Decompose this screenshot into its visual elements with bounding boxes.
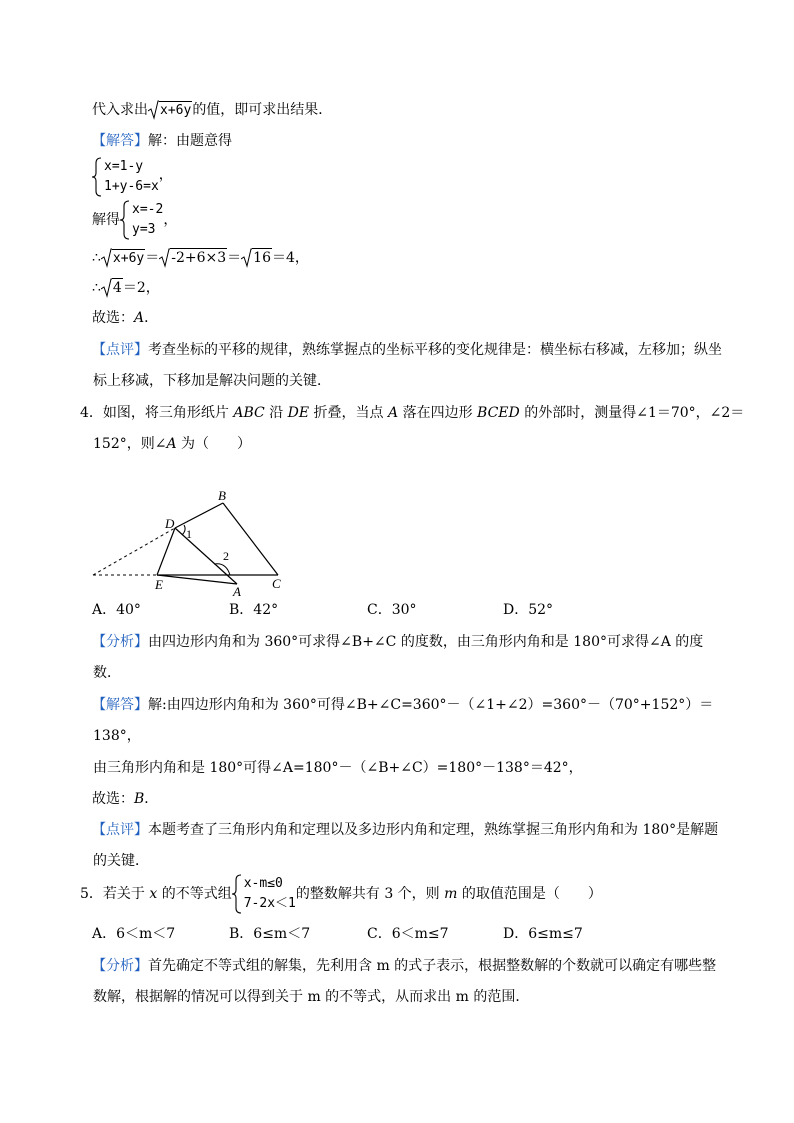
text: 折叠，当点 <box>309 405 389 421</box>
radical-sign-icon <box>101 248 112 268</box>
math-var: ABC <box>233 405 265 421</box>
q4-comment-line-2 <box>93 851 149 871</box>
text: 数解，根据解的情况可以得到关于 m 的不等式，从而求出 m 的范围． <box>93 989 530 1005</box>
q4-solution-line-1 <box>92 695 713 715</box>
label-2: 2 <box>223 549 229 563</box>
text: ＝2， <box>122 280 160 296</box>
q5-option-c[interactable]: C．6＜m≤7 <box>367 926 449 942</box>
text: ． <box>144 310 159 326</box>
q3-therefore-line-1 <box>92 248 309 268</box>
solution-tag: 【解答】 <box>92 133 148 149</box>
text: 的值，即可求出结果． <box>192 102 333 118</box>
q5-option-d[interactable]: D．6≤m≤7 <box>503 926 583 942</box>
equation-system <box>92 157 159 197</box>
text: ＝ <box>227 250 242 266</box>
segment-de <box>157 528 175 575</box>
q3-choice-line <box>92 308 158 328</box>
folded-triangle-figure <box>85 480 315 600</box>
question-number: 4． <box>80 405 103 421</box>
segment-bc <box>223 503 278 575</box>
text: 的外部时，测量得∠1＝70°，∠2＝ <box>519 405 745 421</box>
text: 为（ ） <box>176 436 252 452</box>
text: 解得 <box>92 212 120 228</box>
q3-therefore-line-2 <box>92 278 160 298</box>
text: 标上移减，下移加是解决问题的关键． <box>93 373 331 389</box>
radical-sign-icon <box>101 278 112 298</box>
radicand: 16 <box>253 250 271 266</box>
radical-sign-icon <box>148 100 159 120</box>
text: ＝ <box>145 250 160 266</box>
math-var: DE <box>287 405 310 421</box>
radicand: x+6y <box>160 103 192 118</box>
text: 的不等式组 <box>157 886 232 902</box>
text: 解：由题意得 <box>148 133 232 149</box>
text: 本题考查了三角形内角和定理以及多边形内角和定理，熟练掌握三角形内角和为 180°是解题 <box>148 822 719 838</box>
text: 的取值范围是（ ） <box>457 886 602 902</box>
q5-analysis-line-1 <box>92 956 716 976</box>
label-e: E <box>155 577 163 592</box>
q4-solution-line-2 <box>93 726 141 746</box>
text: 152°，则∠ <box>93 436 167 452</box>
radical-sign-icon <box>159 248 170 268</box>
q5-option-b[interactable]: B．6≤m＜7 <box>229 926 311 942</box>
brace-icon <box>232 874 242 914</box>
text: 由四边形内角和为 360°可求得∠B+∠C 的度数，由三角形内角和是 180°可求得∠A 的度 <box>148 634 704 650</box>
system-row: x=1-y <box>104 159 144 174</box>
q4-stem-line-1 <box>80 403 744 423</box>
text: 落在四边形 <box>398 405 478 421</box>
inequality-system <box>232 874 296 914</box>
sqrt-expression <box>101 248 145 268</box>
q3-comment-line-2 <box>93 371 331 391</box>
solution-system <box>120 200 163 240</box>
radicand: x+6y <box>112 251 145 266</box>
text: ， <box>158 167 173 183</box>
math-var: x <box>149 886 158 902</box>
math-var: BCED <box>477 405 520 421</box>
answer-letter: A <box>134 310 145 326</box>
text: 沿 <box>264 405 288 421</box>
math-var: A <box>166 436 177 452</box>
text: 138°， <box>93 728 141 744</box>
q3-solution-line <box>92 131 232 151</box>
q5-analysis-line-2 <box>93 987 529 1007</box>
system-row: 7-2x＜1 <box>243 896 296 911</box>
question-number: 5． <box>80 886 103 902</box>
text: 的关键． <box>93 853 149 869</box>
text: 首先确定不等式组的解集，先利用含 m 的式子表示，根据整数解的个数就可以确定有哪些整 <box>148 958 717 974</box>
sqrt-expression <box>101 278 123 298</box>
analysis-tag: 【分析】 <box>92 958 148 974</box>
q4-option-d[interactable]: D．52° <box>503 602 554 618</box>
sqrt-expression <box>241 248 272 268</box>
q4-stem-line-2 <box>93 434 251 454</box>
text: 故选： <box>92 791 134 807</box>
text: 数． <box>93 665 121 681</box>
q3-solve-system <box>92 200 177 240</box>
q4-choice-line <box>92 789 158 809</box>
label-c: C <box>272 576 281 591</box>
q4-comment-line-1 <box>92 820 718 840</box>
math-var: A <box>388 405 399 421</box>
segment-ea <box>157 575 237 584</box>
q4-option-a[interactable]: A．40° <box>92 602 141 618</box>
sqrt-expression <box>159 248 227 268</box>
text: ． <box>144 791 159 807</box>
system-row: 1+y-6=x <box>104 179 159 194</box>
q4-analysis-line-2 <box>93 663 121 683</box>
text: ， <box>163 212 178 228</box>
q4-solution-line-3 <box>93 758 583 778</box>
text: 由三角形内角和是 180°可得∠A=180°－（∠B+∠C）=180°－138°＝42°， <box>93 760 583 776</box>
text: 解:由四边形内角和为 360°可得∠B+∠C=360°－（∠1+∠2）=360°－（70°+152°）＝ <box>148 697 714 713</box>
text: 的整数解共有 3 个，则 <box>295 886 445 902</box>
comment-tag: 【点评】 <box>92 822 148 838</box>
q4-option-c[interactable]: C．30° <box>367 602 417 618</box>
system-row: x=-2 <box>132 202 164 217</box>
text: 如图，将三角形纸片 <box>102 405 234 421</box>
text: 代入求出 <box>92 102 148 118</box>
label-1: 1 <box>186 527 192 541</box>
answer-letter: B <box>134 791 145 807</box>
label-d: D <box>165 516 175 531</box>
system-row: x-m≤0 <box>243 876 283 891</box>
text: ＝4， <box>271 250 309 266</box>
angle-1-arc <box>182 525 185 535</box>
q3-comment-line-1 <box>92 340 722 360</box>
math-var: m <box>444 886 458 902</box>
label-b: B <box>218 488 226 503</box>
comment-tag: 【点评】 <box>92 342 148 358</box>
q4-analysis-line-1 <box>92 632 703 652</box>
therefore-symbol: ∴ <box>92 250 101 266</box>
system-row: y=3 <box>132 222 156 237</box>
text: 若关于 <box>102 886 150 902</box>
radicand: 4 <box>112 280 122 296</box>
brace-icon <box>92 157 102 197</box>
sqrt-expression <box>148 100 192 120</box>
q5-option-a[interactable]: A．6＜m＜7 <box>92 926 176 942</box>
label-a: A <box>233 584 241 599</box>
solution-tag: 【解答】 <box>92 697 148 713</box>
analysis-tag: 【分析】 <box>92 634 148 650</box>
radical-sign-icon <box>241 248 252 268</box>
radicand: -2+6×3 <box>171 250 227 266</box>
text: 考查坐标的平移的规律，熟练掌握点的坐标平移的变化规律是：横坐标右移减，左移加；纵坐 <box>148 342 722 358</box>
brace-icon <box>120 200 130 240</box>
therefore-symbol: ∴ <box>92 280 101 296</box>
q3-equation-system <box>92 157 173 197</box>
q5-stem <box>80 874 602 914</box>
q4-option-b[interactable]: B．42° <box>229 602 279 618</box>
q3-line-substitute <box>92 100 332 120</box>
segment-db <box>175 503 223 528</box>
dashed-fold-line <box>93 528 175 575</box>
text: 故选： <box>92 310 134 326</box>
